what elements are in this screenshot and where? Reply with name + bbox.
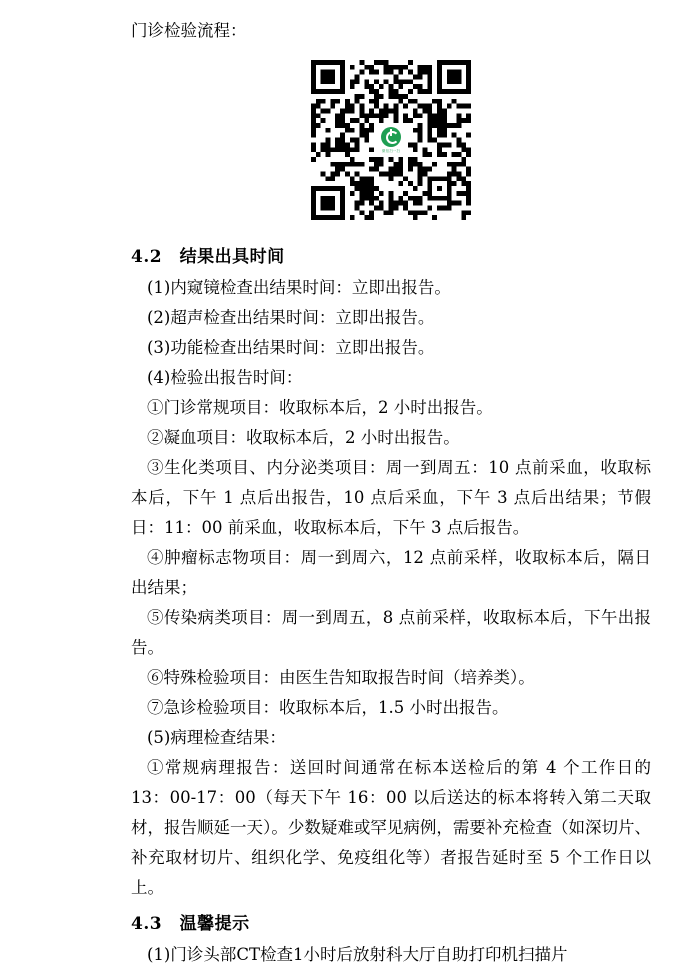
paragraph: (5)病理检查结果：: [147, 728, 286, 747]
qr-logo-label: 微信扫一扫: [382, 149, 400, 154]
paragraph: (1)门诊头部CT检查1小时后放射科大厅自助打印机扫描片: [147, 945, 568, 964]
paragraph: ⑤传染病类项目：周一到周五，8 点前采样，收取标本后，下午出报告。: [131, 608, 651, 657]
qr-code-image: [311, 60, 471, 220]
paragraph: ⑥特殊检验项目：由医生告知取报告时间（培养类）。: [147, 668, 535, 687]
intro-line: 门诊检验流程：: [131, 21, 247, 40]
document-content: [131, 18, 651, 970]
paragraph: ③生化类项目、内分泌类项目：周一到周五：10 点前采血，收取标本后，下午 1 点后出报告，10 点后采血，下午 3 点后出结果；节假日：11：00 前采血，收取标本后，下午 3 点后报告。: [131, 458, 651, 537]
paragraph: ④肿瘤标志物项目：周一到周六，12 点前采样，收取标本后，隔日出结果；: [131, 548, 651, 597]
paragraph: ②凝血项目：收取标本后，2 小时出报告。: [147, 428, 460, 447]
paragraph: (4)检验出报告时间：: [147, 368, 303, 387]
paragraph: ⑦急诊检验项目：收取标本后，1.5 小时出报告。: [147, 698, 509, 717]
paragraph: ①常规病理报告：送回时间通常在标本送检后的第 4 个工作日的 13：00-17：00（每天下午 16：00 以后送达的标本将转入第二天取材，报告顺延一天）。少数疑难或罕见病例，需要补充检查（如深切片、补充取材切片、组织化学、免疫组化等）者报告延时至 5 个工作日以上。: [131, 758, 651, 897]
paragraph: (2)超声检查出结果时间：立即出报告。: [147, 308, 435, 327]
paragraph: (1)内窥镜检查出结果时间：立即出报告。: [147, 278, 451, 297]
paragraph: (3)功能检查出结果时间：立即出报告。: [147, 338, 435, 357]
qr-logo-icon: [374, 123, 408, 157]
heading-4-3: 4.3 温馨提示: [131, 914, 250, 934]
qr-code-container: [131, 60, 651, 220]
heading-4-2: 4.2 结果出具时间: [131, 247, 285, 267]
paragraph: ①门诊常规项目：收取标本后，2 小时出报告。: [147, 398, 493, 417]
